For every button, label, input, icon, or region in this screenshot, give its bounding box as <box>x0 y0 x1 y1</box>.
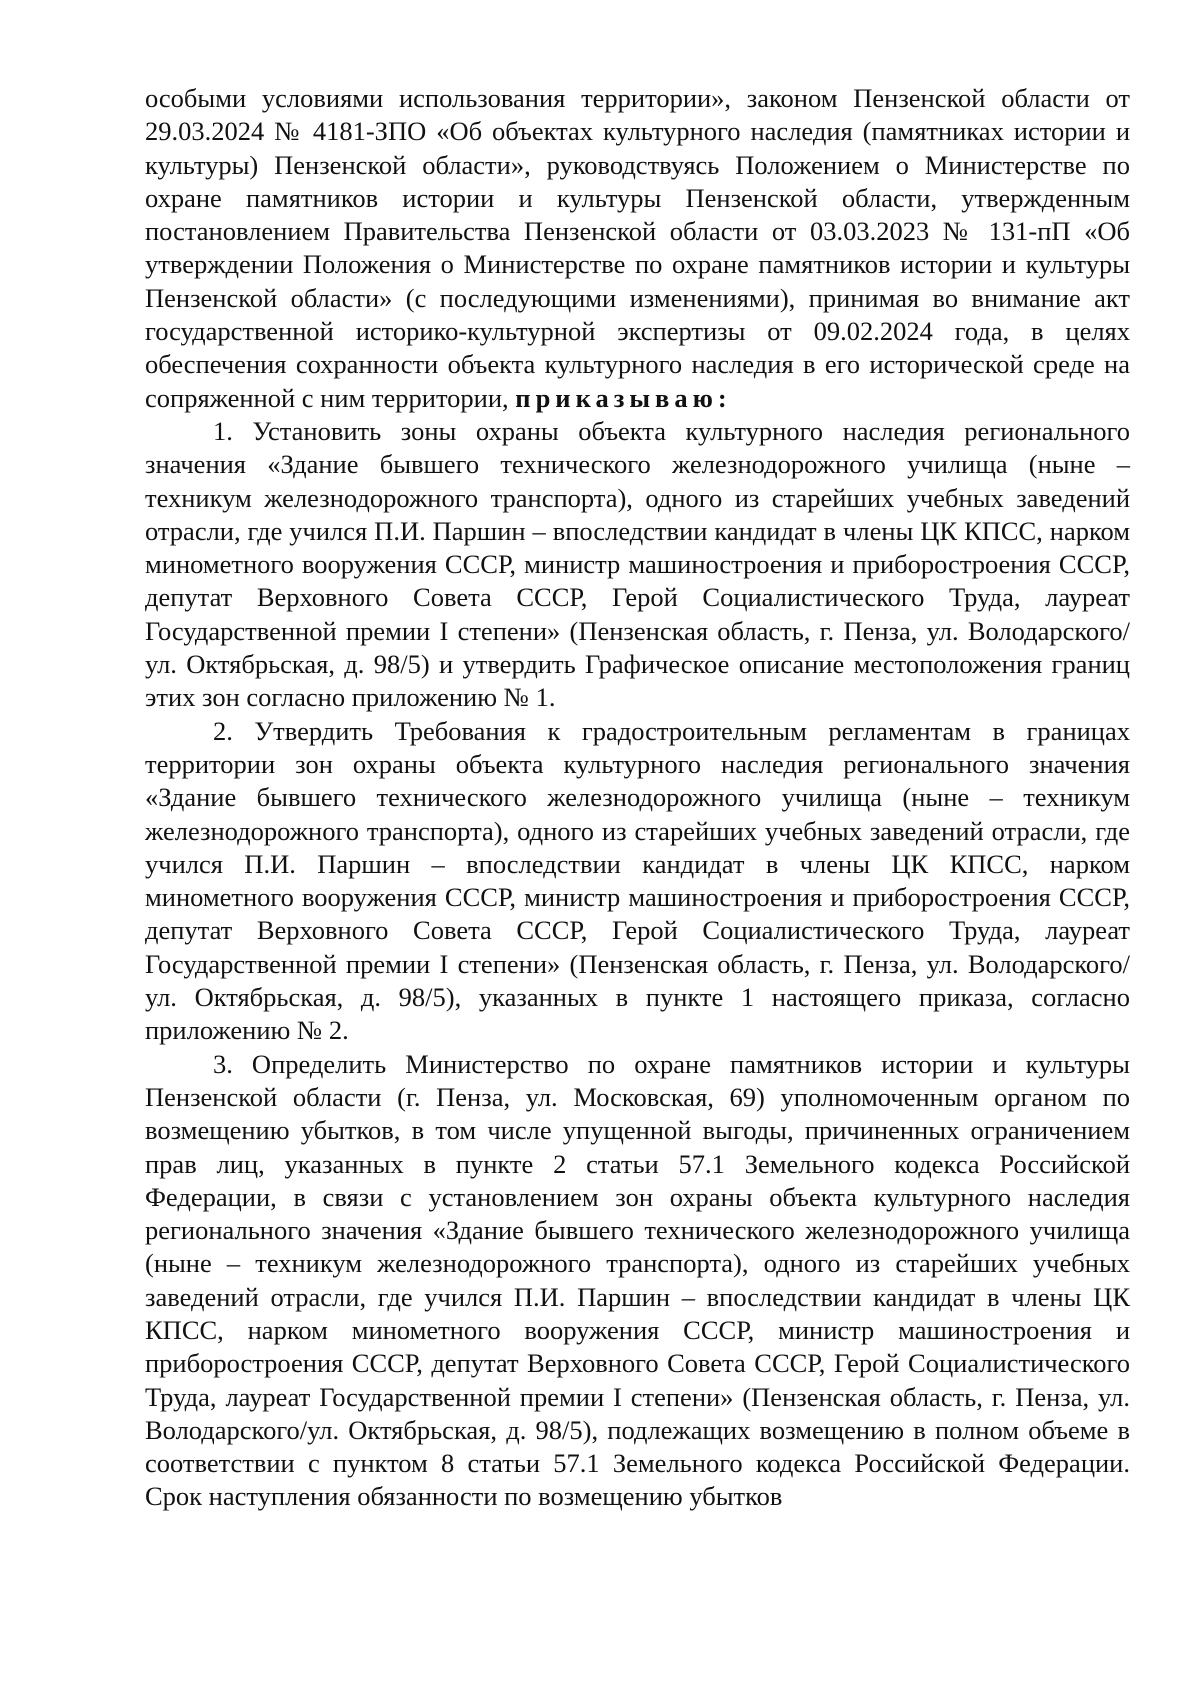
item-3-paragraph: 3. Определить Министерство по охране памятников истории и культуры Пензенской области (г. Пенза, ул. Московская, 69) уполномоченным органом по возмещению убытков, в том числе упущенной выгоды, причиненных ограничением прав лиц, указанных в пункте 2 статьи 57.1 Земельного кодекса Российской Федерации, в связи с установлением зон охраны объекта культурного наследия регионального значения «Здание бывшего технического железнодорожного училища (ныне – техникум железнодорожного транспорта), одного из старейших учебных заведений отрасли, где учился П.И. Паршин – впоследствии кандидат в члены ЦК КПСС, нарком минометного вооружения СССР, министр машиностроения и приборостроения СССР, депутат Верховного Совета СССР, Герой Социалистического Труда, лауреат Государственной премии I степени» (Пензенская область, г. Пенза, ул. Володарского/ул. Октябрьская, д. 98/5), подлежащих возмещению в полном объеме в соответствии с пунктом 8 статьи 57.1 Земельного кодекса Российской Федерации. Срок наступления обязанности по возмещению убытков <box>145 1048 1130 1512</box>
order-word: приказываю: <box>515 382 732 413</box>
item-2-paragraph: 2. Утвердить Требования к градостроительным регламентам в границах территории зон охраны объекта культурного наследия регионального значения «Здание бывшего технического железнодорожного училища (ныне – техникум железнодорожного транспорта), одного из старейших учебных заведений отрасли, где учился П.И. Паршин – впоследствии кандидат в члены ЦК КПСС, нарком минометного вооружения СССР, министр машиностроения и приборостроения СССР, депутат Верховного Совета СССР, Герой Социалистического Труда, лауреат Государственной премии I степени» (Пензенская область, г. Пенза, ул. Володарского/ул. Октябрьская, д. 98/5), указанных в пункте 1 настоящего приказа, согласно приложению № 2. <box>145 715 1130 1046</box>
intro-paragraph <box>145 82 1130 415</box>
document-body <box>145 82 1130 1514</box>
item-1-paragraph: 1. Установить зоны охраны объекта культурного наследия регионального значения «Здание бывшего технического железнодорожного училища (ныне – техникум железнодорожного транспорта), одного из старейших учебных заведений отрасли, где учился П.И. Паршин – впоследствии кандидат в члены ЦК КПСС, нарком минометного вооружения СССР, министр машиностроения и приборостроения СССР, депутат Верховного Совета СССР, Герой Социалистического Труда, лауреат Государственной премии I степени» (Пензенская область, г. Пенза, ул. Володарского/ул. Октябрьская, д. 98/5) и утвердить Графическое описание местоположения границ этих зон согласно приложению № 1. <box>145 415 1130 713</box>
intro-text: особыми условиями использования территории», законом Пензенской области от 29.03.2024 № 4181-ЗПО «Об объектах культурного наследия (памятниках истории и культуры) Пензенской области», руководствуясь Положением о Министерстве по охране памятников истории и культуры Пензенской области, утвержденным постановлением Правительства Пензенской области от 03.03.2023 № 131-пП «Об утверждении Положения о Министерстве по охране памятников истории и культуры Пензенской области» (с последующими изменениями), принимая во внимание акт государственной историко-культурной экспертизы от 09.02.2024 года, в целях обеспечения сохранности объекта культурного наследия в его исторической среде на сопряженной с ним территории, <box>145 83 1130 413</box>
